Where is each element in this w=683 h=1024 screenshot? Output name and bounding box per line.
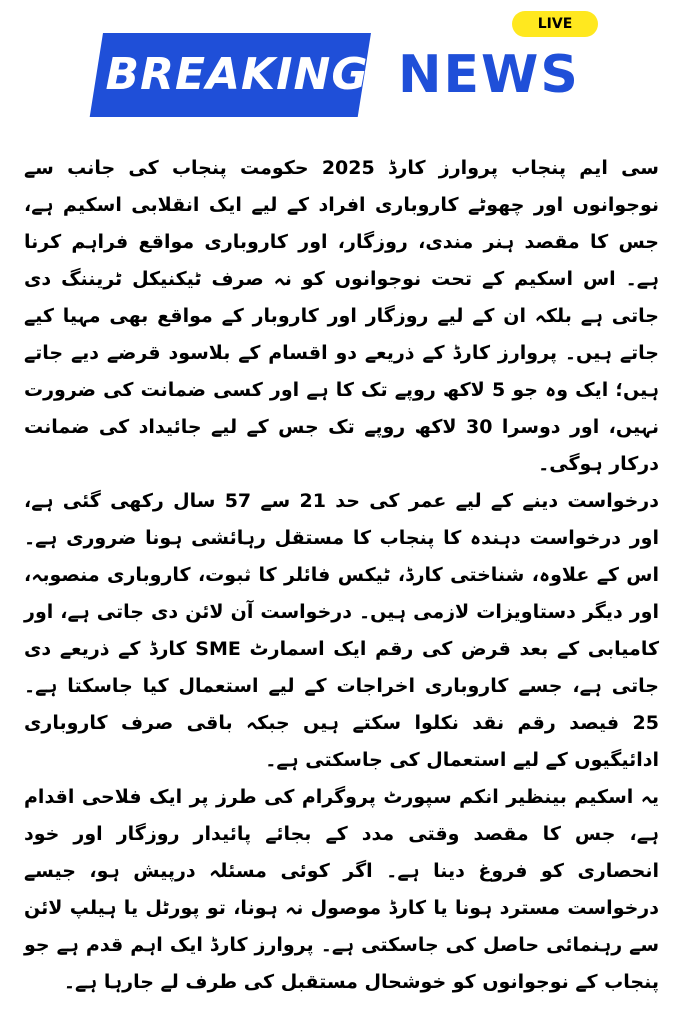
breaking-news-banner xyxy=(0,0,683,120)
article-paragraph: سی ایم پنجاب پروارز کارڈ 2025 حکومت پنجاب کی جانب سے نوجوانوں اور چھوٹے کاروباری افراد کے لیے ایک انقلابی اسکیم ہے، جس کا مقصد ہنر مندی، روزگار، اور کاروباری مواقع فراہم کرنا ہے۔ اس اسکیم کے تحت نوجوانوں کو نہ صرف ٹیکنیکل ٹریننگ دی جاتی ہے بلکہ ان کے لیے روزگار اور کاروبار کے مواقع بھی مہیا کیے جاتے ہیں۔ پروارز کارڈ کے ذریعے دو اقسام کے بلاسود قرضے دیے جاتے ہیں؛ ایک وہ جو 5 لاکھ روپے تک کا ہے اور کسی ضمانت کی ضرورت نہیں، اور دوسرا 30 لاکھ روپے تک جس کے لیے جائیداد کی ضمانت درکار ہوگی۔ xyxy=(24,157,660,475)
breaking-label: BREAKING xyxy=(105,49,369,100)
article-paragraph: یہ اسکیم بینظیر انکم سپورٹ پروگرام کی طرز پر ایک فلاحی اقدام ہے، جس کا مقصد وقتی مدد کے بجائے پائیدار روزگار اور خود انحصاری کو فروغ دینا ہے۔ اگر کوئی مسئلہ درپیش ہو، جیسے درخواست مسترد ہونا یا کارڈ موصول نہ ہونا، تو پورٹل یا ہیلپ لائن سے رہنمائی حاصل کی جاسکتی ہے۔ پروارز کارڈ ایک اہم قدم ہے جو پنجاب کے نوجوانوں کو خوشحال مستقبل کی طرف لے جارہا ہے۔ xyxy=(24,786,659,993)
article-paragraph: درخواست دینے کے لیے عمر کی حد 21 سے 57 سال رکھی گئی ہے، اور درخواست دہندہ کا پنجاب کا مستقل رہائشی ہونا ضروری ہے۔ اس کے علاوہ، شناختی کارڈ، ٹیکس فائلر کا ثبوت، کاروباری منصوبہ، اور دیگر دستاویزات لازمی ہیں۔ درخواست آن لائن دی جاتی ہے، اور کامیابی کے بعد قرض کی رقم ایک اسمارٹ SME کارڈ کے ذریعے دی جاتی ہے، جسے کاروباری اخراجات کے لیے استعمال کیا جاسکتا ہے۔ 25 فیصد رقم نقد نکلوا سکتے ہیں جبکہ باقی صرف کاروباری ادائیگیوں کے لیے استعمال کی جاسکتی ہے۔ xyxy=(24,490,660,771)
news-label: NEWS xyxy=(398,45,580,105)
live-badge: LIVE xyxy=(512,11,598,37)
article-body xyxy=(0,150,683,1015)
